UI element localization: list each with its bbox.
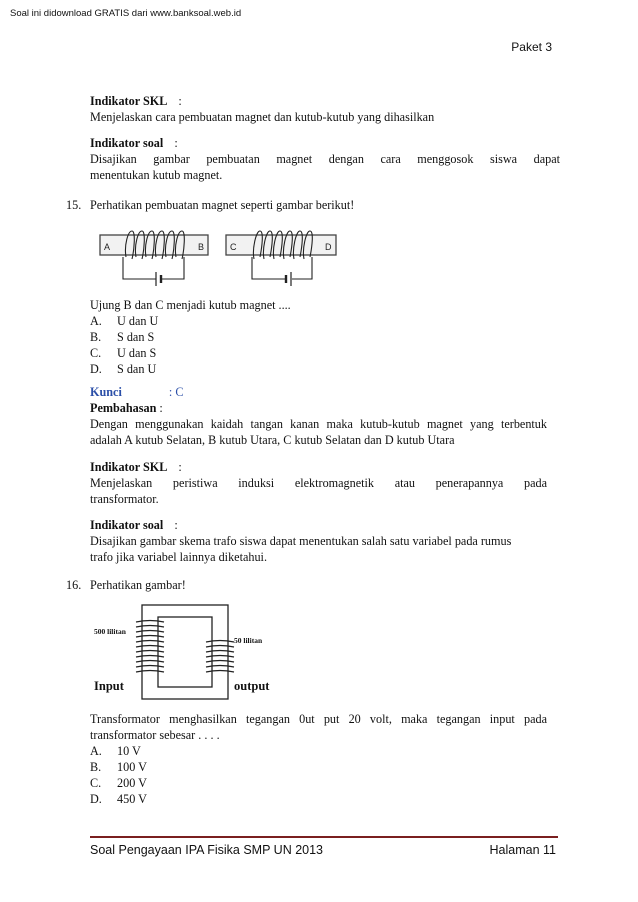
soal-colon: : [174, 136, 178, 150]
option-a: A. 10 V [90, 744, 141, 758]
label-b: B [198, 242, 205, 252]
pembahasan-label: Pembahasan [90, 401, 157, 415]
soal-label: Indikator soal [90, 136, 164, 150]
option-c: C. 200 V [90, 776, 147, 790]
soal-text-line2: menentukan kutub magnet. [90, 168, 223, 182]
footer-page-number: Halaman 11 [489, 843, 556, 857]
input-label: Input [94, 679, 124, 693]
kunci-label: Kunci [90, 385, 122, 399]
primary-coil [136, 621, 164, 673]
question-15-prompt: Ujung B dan C menjadi kutub magnet .... [90, 298, 291, 312]
soal-text-line1: Disajikan gambar pembuatan magnet dengan cara menggosok siswa dapat [90, 152, 560, 166]
question-15-text: Perhatikan pembuatan magnet seperti gambar berikut! [90, 198, 355, 212]
skl-label: Indikator SKL [90, 94, 168, 108]
pembahasan-line1: Dengan menggunakan kaidah tangan kanan maka kutub-kutub magnet yang terbentuk [90, 417, 547, 431]
indikator-block-1 [90, 93, 560, 183]
skl-colon: : [178, 94, 182, 108]
footer-title: Soal Pengayaan IPA Fisika SMP UN 2013 [90, 843, 324, 857]
pembahasan-heading [90, 400, 163, 416]
soal-heading [90, 135, 560, 151]
option-b: B. 100 V [90, 760, 147, 774]
pembahasan-line2: adalah A kutub Selatan, B kutub Utara, C kutub Selatan dan D kutub Utara [90, 433, 455, 447]
right-wire-b [292, 257, 312, 279]
skl-colon-2: : [178, 460, 182, 474]
left-wire-b [162, 257, 184, 279]
paket-label: Paket 3 [511, 40, 552, 54]
soal-text-2-line1: Disajikan gambar skema trafo siswa dapat menentukan salah satu variabel pada rumus [90, 534, 512, 548]
question-15-options [90, 313, 158, 377]
right-wire-a [252, 257, 286, 279]
option-a: A. U dan U [90, 314, 159, 328]
indikator-block-2 [90, 459, 547, 565]
skl-heading [90, 93, 560, 109]
option-b: B. S dan S [90, 330, 155, 344]
watermark-text: Soal ini didownload GRATIS dari www.banksoal.web.id [10, 8, 242, 19]
label-a: A [104, 242, 111, 252]
transformer-figure [90, 600, 290, 700]
skl-heading-2 [90, 459, 547, 475]
secondary-coil [206, 641, 234, 673]
option-c: C. U dan S [90, 346, 157, 360]
question-16-options [90, 743, 147, 807]
question-16-stem-line1: Transformator menghasilkan tegangan 0ut put 20 volt, maka tegangan input pada [90, 712, 547, 726]
question-16-number: 16. [66, 578, 82, 592]
kunci-row [90, 384, 183, 400]
label-c: C [230, 242, 237, 252]
skl-text-2-line2: transformator. [90, 492, 159, 506]
transformer-core-outer [142, 605, 228, 699]
question-16-stem-line2: transformator sebesar . . . . [90, 728, 220, 742]
option-d: D. 450 V [90, 792, 147, 806]
magnet-coil-figure [96, 221, 342, 287]
secondary-turns-label: 50 lilitan [234, 636, 263, 645]
pembahasan-colon: : [159, 401, 163, 415]
soal-colon-2: : [174, 518, 178, 532]
output-label: output [234, 679, 270, 693]
option-d: D. S dan U [90, 362, 157, 376]
kunci-value: : C [168, 385, 184, 399]
question-16-text: Perhatikan gambar! [90, 578, 186, 592]
skl-label-2: Indikator SKL [90, 460, 168, 474]
skl-text-2-line1: Menjelaskan peristiwa induksi elektromagnetik atau penerapannya pada [90, 476, 547, 490]
skl-text: Menjelaskan cara pembuatan magnet dan kutub-kutub yang dihasilkan [90, 110, 435, 124]
label-d: D [325, 242, 332, 252]
primary-turns-label: 500 lilitan [94, 627, 126, 636]
footer-rule [90, 836, 558, 838]
soal-label-2: Indikator soal [90, 518, 164, 532]
transformer-core-inner [158, 617, 212, 687]
left-wire-a [123, 257, 156, 279]
soal-heading-2 [90, 517, 547, 533]
question-15-number: 15. [66, 198, 82, 212]
soal-text-2-line2: trafo jika variabel lainnya diketahui. [90, 550, 267, 564]
